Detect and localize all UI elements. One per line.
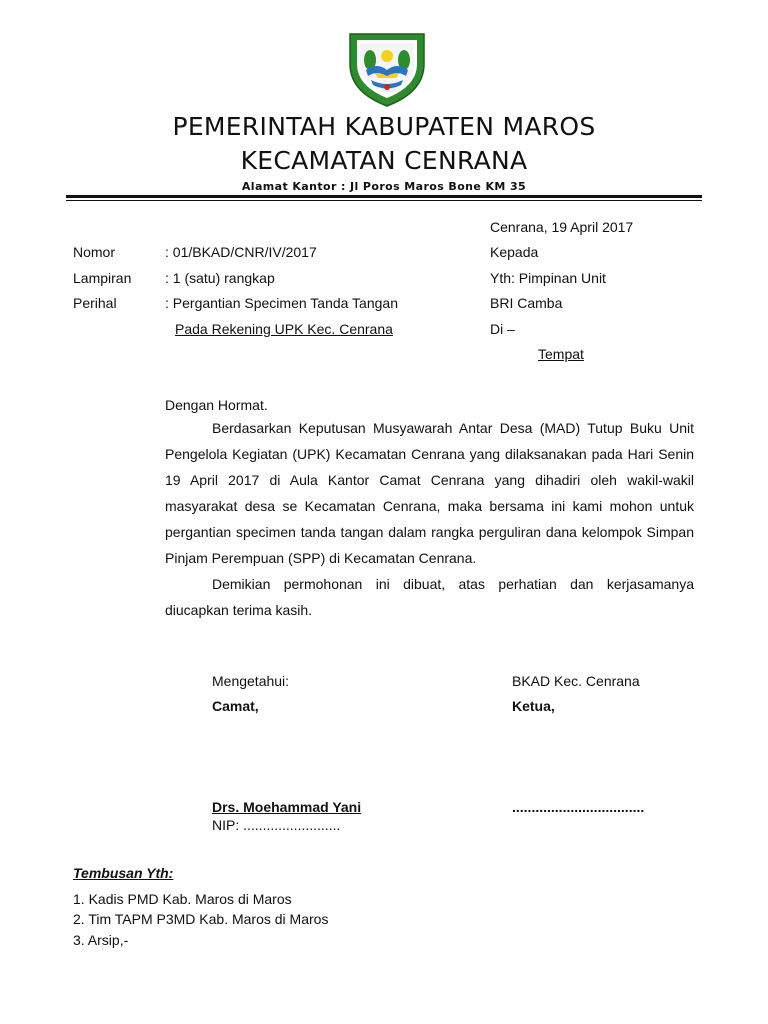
salutation: Dengan Hormat. <box>165 397 268 413</box>
agency-name-line2: KECAMATAN CENRANA <box>240 146 528 175</box>
lampiran-value: : 1 (satu) rangkap <box>165 270 275 286</box>
left-signature-nip: NIP: ......................... <box>212 817 341 833</box>
cc-item: 2. Tim TAPM P3MD Kab. Maros di Maros <box>73 911 329 927</box>
cc-title: Tembusan Yth: <box>73 865 174 881</box>
nomor-value: : 01/BKAD/CNR/IV/2017 <box>165 244 317 260</box>
right-signature-title: Ketua, <box>512 698 555 714</box>
right-signature-name: .................................. <box>512 799 645 815</box>
body-paragraph-1: Berdasarkan Keputusan Musyawarah Antar Desa (MAD) Tutup Buku Unit Pengelola Kegiatan (UPK) Kecamatan Cenrana yang dilaksanakan pada Hari Senin 19 April 2017 di Aula Kantor Camat Cenrana yang dihadiri oleh wakil-wakil masyarakat desa se Kecamatan Cenrana, maka bersama ini kami mohon untuk pergantian specimen tanda tangan dalam rangka perguliran dana kelompok Simpan Pinjam Perempuan (SPP) di Kecamatan Cenrana. <box>165 420 694 566</box>
cc-item: 3. Arsip,- <box>73 932 129 948</box>
cc-item: 1. Kadis PMD Kab. Maros di Maros <box>73 891 292 907</box>
recipient-tempat: Tempat <box>538 346 584 362</box>
letterhead-rule-thick <box>66 195 702 198</box>
agency-name-line1: PEMERINTAH KABUPATEN MAROS <box>172 112 596 141</box>
lampiran-label: Lampiran <box>73 270 132 286</box>
nomor-label: Nomor <box>73 244 116 260</box>
regency-crest-logo <box>344 30 430 108</box>
recipient-addressee: Yth: Pimpinan Unit <box>490 270 606 286</box>
body-text <box>165 415 694 623</box>
office-address: Alamat Kantor : Jl Poros Maros Bone KM 35 <box>241 180 527 193</box>
regency-crest-icon <box>344 30 430 108</box>
recipient-kepada: Kepada <box>490 244 539 260</box>
letter-date: Cenrana, 19 April 2017 <box>490 219 634 235</box>
perihal-label: Perihal <box>73 295 117 311</box>
left-signature-title: Camat, <box>212 698 259 714</box>
perihal-value-continuation: Pada Rekening UPK Kec. Cenrana <box>175 321 393 337</box>
body-paragraph-2: Demikian permohonan ini dibuat, atas perhatian dan kerjasamanya diucapkan terima kasih. <box>165 576 694 618</box>
right-signature-intro: BKAD Kec. Cenrana <box>512 673 640 689</box>
letterhead-rule-thin <box>66 200 702 201</box>
recipient-di: Di – <box>490 321 515 337</box>
perihal-value: : Pergantian Specimen Tanda Tangan <box>165 295 398 311</box>
recipient-branch: BRI Camba <box>490 295 563 311</box>
left-signature-intro: Mengetahui: <box>212 673 290 689</box>
left-signature-name: Drs. Moehammad Yani <box>212 799 362 815</box>
